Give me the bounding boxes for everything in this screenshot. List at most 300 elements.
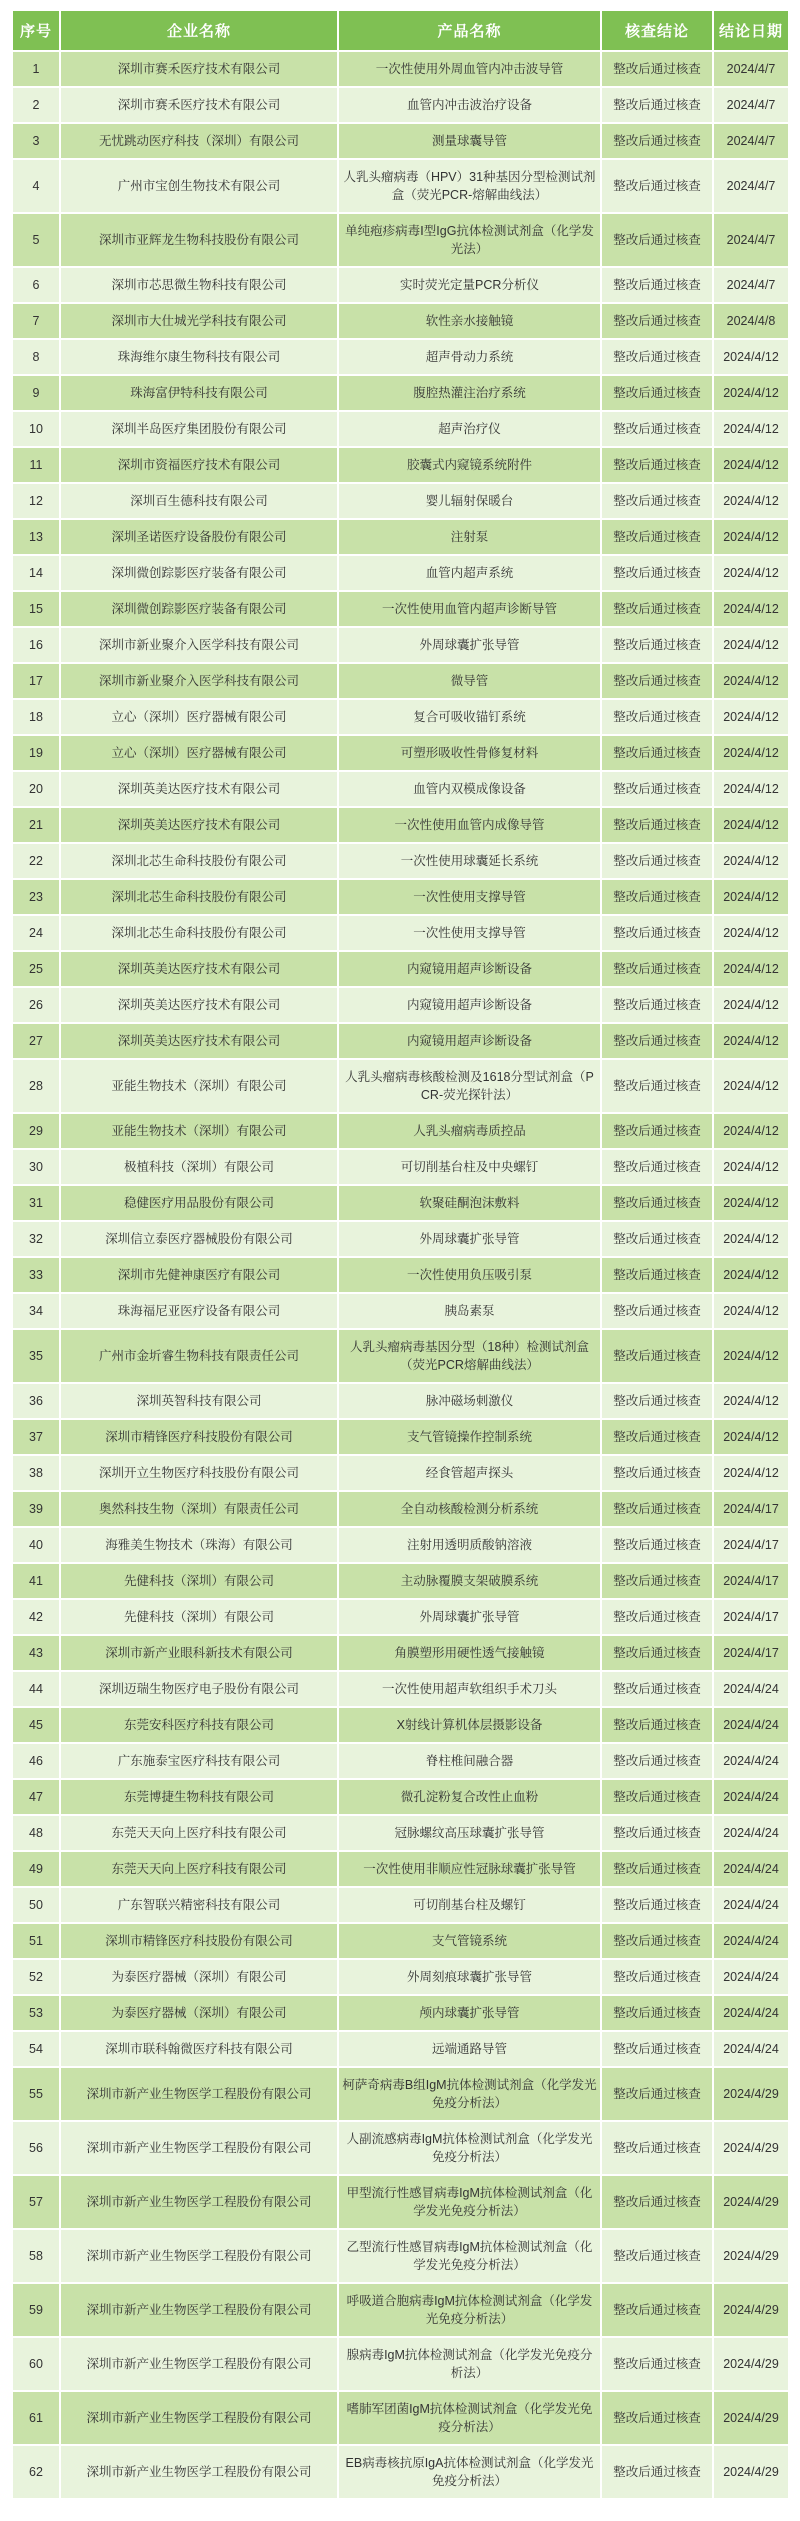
cell-date: 2024/4/12 (714, 880, 788, 914)
table-row (13, 664, 788, 698)
cell-conclusion: 整改后通过核查 (602, 124, 712, 158)
cell-date: 2024/4/17 (714, 1636, 788, 1670)
cell-company: 亚能生物技术（深圳）有限公司 (61, 1060, 337, 1112)
cell-serial: 40 (13, 1528, 59, 1562)
cell-product: 腺病毒IgM抗体检测试剂盒（化学发光免疫分析法） (339, 2338, 600, 2390)
cell-company: 东莞天天向上医疗科技有限公司 (61, 1816, 337, 1850)
cell-conclusion: 整改后通过核查 (602, 214, 712, 266)
table-row (13, 2446, 788, 2498)
cell-company: 深圳百生德科技有限公司 (61, 484, 337, 518)
cell-conclusion: 整改后通过核查 (602, 1744, 712, 1778)
cell-date: 2024/4/17 (714, 1564, 788, 1598)
cell-company: 珠海富伊特科技有限公司 (61, 376, 337, 410)
cell-product: 超声治疗仪 (339, 412, 600, 446)
cell-serial: 49 (13, 1852, 59, 1886)
table-row (13, 2176, 788, 2228)
cell-date: 2024/4/12 (714, 808, 788, 842)
cell-product: 腹腔热灌注治疗系统 (339, 376, 600, 410)
cell-conclusion: 整改后通过核查 (602, 448, 712, 482)
cell-company: 广州市金圻睿生物科技有限责任公司 (61, 1330, 337, 1382)
cell-date: 2024/4/12 (714, 376, 788, 410)
column-header-serial: 序号 (13, 11, 59, 50)
cell-conclusion: 整改后通过核查 (602, 700, 712, 734)
cell-product: 复合可吸收锚钉系统 (339, 700, 600, 734)
cell-product: 全自动核酸检测分析系统 (339, 1492, 600, 1526)
cell-product: 脊柱椎间融合器 (339, 1744, 600, 1778)
table-row (13, 1456, 788, 1490)
table-row (13, 1330, 788, 1382)
cell-company: 深圳英美达医疗技术有限公司 (61, 808, 337, 842)
cell-serial: 8 (13, 340, 59, 374)
cell-product: 外周球囊扩张导管 (339, 1222, 600, 1256)
cell-date: 2024/4/12 (714, 736, 788, 770)
cell-conclusion: 整改后通过核查 (602, 1528, 712, 1562)
cell-serial: 50 (13, 1888, 59, 1922)
cell-conclusion: 整改后通过核查 (602, 2338, 712, 2390)
cell-conclusion: 整改后通过核查 (602, 412, 712, 446)
cell-conclusion: 整改后通过核查 (602, 592, 712, 626)
cell-product: 胶囊式内窥镜系统附件 (339, 448, 600, 482)
table-row (13, 1636, 788, 1670)
cell-serial: 41 (13, 1564, 59, 1598)
table-row (13, 1222, 788, 1256)
cell-date: 2024/4/24 (714, 1672, 788, 1706)
cell-serial: 55 (13, 2068, 59, 2120)
cell-conclusion: 整改后通过核查 (602, 664, 712, 698)
cell-date: 2024/4/12 (714, 772, 788, 806)
cell-date: 2024/4/12 (714, 1024, 788, 1058)
cell-conclusion: 整改后通过核查 (602, 2284, 712, 2336)
cell-serial: 44 (13, 1672, 59, 1706)
cell-serial: 16 (13, 628, 59, 662)
cell-conclusion: 整改后通过核查 (602, 736, 712, 770)
cell-company: 深圳半岛医疗集团股份有限公司 (61, 412, 337, 446)
cell-date: 2024/4/24 (714, 1960, 788, 1994)
cell-serial: 37 (13, 1420, 59, 1454)
cell-product: 超声骨动力系统 (339, 340, 600, 374)
column-header-date: 结论日期 (714, 11, 788, 50)
cell-company: 东莞天天向上医疗科技有限公司 (61, 1852, 337, 1886)
cell-company: 深圳开立生物医疗科技股份有限公司 (61, 1456, 337, 1490)
table-header (13, 11, 788, 50)
cell-product: 注射用透明质酸钠溶液 (339, 1528, 600, 1562)
cell-company: 为泰医疗器械（深圳）有限公司 (61, 1960, 337, 1994)
cell-date: 2024/4/12 (714, 340, 788, 374)
cell-company: 深圳市新产业生物医学工程股份有限公司 (61, 2230, 337, 2282)
cell-company: 深圳信立泰医疗器械股份有限公司 (61, 1222, 337, 1256)
cell-company: 为泰医疗器械（深圳）有限公司 (61, 1996, 337, 2030)
cell-conclusion: 整改后通过核查 (602, 1294, 712, 1328)
cell-conclusion: 整改后通过核查 (602, 268, 712, 302)
cell-company: 深圳北芯生命科技股份有限公司 (61, 880, 337, 914)
cell-serial: 31 (13, 1186, 59, 1220)
table-row (13, 1024, 788, 1058)
cell-product: 血管内双模成像设备 (339, 772, 600, 806)
cell-date: 2024/4/12 (714, 556, 788, 590)
cell-company: 深圳市大仕城光学科技有限公司 (61, 304, 337, 338)
cell-product: 微导管 (339, 664, 600, 698)
cell-serial: 22 (13, 844, 59, 878)
cell-conclusion: 整改后通过核查 (602, 2122, 712, 2174)
table-row (13, 916, 788, 950)
table-row (13, 1600, 788, 1634)
cell-conclusion: 整改后通过核查 (602, 2176, 712, 2228)
cell-conclusion: 整改后通过核查 (602, 2068, 712, 2120)
table-row (13, 1294, 788, 1328)
cell-company: 立心（深圳）医疗器械有限公司 (61, 700, 337, 734)
cell-product: 一次性使用血管内超声诊断导管 (339, 592, 600, 626)
cell-conclusion: 整改后通过核查 (602, 520, 712, 554)
cell-date: 2024/4/12 (714, 844, 788, 878)
cell-conclusion: 整改后通过核查 (602, 556, 712, 590)
table-row (13, 1996, 788, 2030)
table-row (13, 556, 788, 590)
cell-serial: 3 (13, 124, 59, 158)
table-row (13, 736, 788, 770)
table-body (13, 52, 788, 2498)
cell-date: 2024/4/12 (714, 952, 788, 986)
cell-product: 冠脉螺纹高压球囊扩张导管 (339, 1816, 600, 1850)
cell-date: 2024/4/17 (714, 1600, 788, 1634)
table-row (13, 2392, 788, 2444)
cell-product: 一次性使用血管内成像导管 (339, 808, 600, 842)
cell-company: 海雅美生物技术（珠海）有限公司 (61, 1528, 337, 1562)
table-row (13, 214, 788, 266)
cell-serial: 29 (13, 1114, 59, 1148)
cell-product: 人副流感病毒IgM抗体检测试剂盒（化学发光免疫分析法） (339, 2122, 600, 2174)
cell-company: 深圳市联科翰微医疗科技有限公司 (61, 2032, 337, 2066)
cell-company: 广州市宝创生物技术有限公司 (61, 160, 337, 212)
cell-company: 奥然科技生物（深圳）有限责任公司 (61, 1492, 337, 1526)
table-row (13, 2338, 788, 2390)
table-row (13, 1114, 788, 1148)
cell-serial: 42 (13, 1600, 59, 1634)
table-row (13, 1888, 788, 1922)
cell-conclusion: 整改后通过核查 (602, 376, 712, 410)
cell-company: 深圳市赛禾医疗技术有限公司 (61, 52, 337, 86)
cell-conclusion: 整改后通过核查 (602, 304, 712, 338)
cell-product: 呼吸道合胞病毒IgM抗体检测试剂盒（化学发光免疫分析法） (339, 2284, 600, 2336)
cell-product: 远端通路导管 (339, 2032, 600, 2066)
cell-product: 柯萨奇病毒B组IgM抗体检测试剂盒（化学发光免疫分析法） (339, 2068, 600, 2120)
table-row (13, 304, 788, 338)
cell-product: 一次性使用球囊延长系统 (339, 844, 600, 878)
cell-conclusion: 整改后通过核查 (602, 952, 712, 986)
cell-company: 深圳市亚辉龙生物科技股份有限公司 (61, 214, 337, 266)
cell-date: 2024/4/12 (714, 484, 788, 518)
cell-company: 深圳英美达医疗技术有限公司 (61, 772, 337, 806)
cell-product: 经食管超声探头 (339, 1456, 600, 1490)
cell-product: 外周刻痕球囊扩张导管 (339, 1960, 600, 1994)
cell-company: 深圳市芯思微生物科技有限公司 (61, 268, 337, 302)
cell-conclusion: 整改后通过核查 (602, 2032, 712, 2066)
cell-product: 软性亲水接触镜 (339, 304, 600, 338)
table-row (13, 1258, 788, 1292)
cell-company: 深圳市新业聚介入医学科技有限公司 (61, 664, 337, 698)
table-row (13, 1708, 788, 1742)
cell-product: EB病毒核抗原IgA抗体检测试剂盒（化学发光免疫分析法） (339, 2446, 600, 2498)
cell-company: 深圳英智科技有限公司 (61, 1384, 337, 1418)
cell-serial: 33 (13, 1258, 59, 1292)
table-row (13, 844, 788, 878)
column-header-product: 产品名称 (339, 11, 600, 50)
cell-date: 2024/4/12 (714, 1060, 788, 1112)
cell-serial: 57 (13, 2176, 59, 2228)
cell-company: 深圳市新业聚介入医学科技有限公司 (61, 628, 337, 662)
table-row (13, 1384, 788, 1418)
cell-company: 深圳北芯生命科技股份有限公司 (61, 844, 337, 878)
cell-company: 深圳市新产业生物医学工程股份有限公司 (61, 2176, 337, 2228)
cell-serial: 35 (13, 1330, 59, 1382)
cell-date: 2024/4/17 (714, 1528, 788, 1562)
cell-product: 一次性使用超声软组织手术刀头 (339, 1672, 600, 1706)
cell-product: 婴儿辐射保暖台 (339, 484, 600, 518)
cell-conclusion: 整改后通过核查 (602, 628, 712, 662)
cell-conclusion: 整改后通过核查 (602, 1780, 712, 1814)
cell-company: 深圳市新产业生物医学工程股份有限公司 (61, 2446, 337, 2498)
table-row (13, 1492, 788, 1526)
table-row (13, 484, 788, 518)
cell-conclusion: 整改后通过核查 (602, 160, 712, 212)
cell-conclusion: 整改后通过核查 (602, 1924, 712, 1958)
cell-product: 人乳头瘤病毒基因分型（18种）检测试剂盒（荧光PCR熔解曲线法） (339, 1330, 600, 1382)
cell-company: 先健科技（深圳）有限公司 (61, 1600, 337, 1634)
cell-serial: 26 (13, 988, 59, 1022)
cell-product: 外周球囊扩张导管 (339, 1600, 600, 1634)
cell-date: 2024/4/12 (714, 412, 788, 446)
cell-date: 2024/4/12 (714, 1456, 788, 1490)
cell-date: 2024/4/7 (714, 214, 788, 266)
cell-product: 人乳头瘤病毒质控品 (339, 1114, 600, 1148)
cell-serial: 59 (13, 2284, 59, 2336)
cell-company: 立心（深圳）医疗器械有限公司 (61, 736, 337, 770)
table-row (13, 412, 788, 446)
cell-company: 极植科技（深圳）有限公司 (61, 1150, 337, 1184)
cell-product: 可切削基台柱及中央螺钉 (339, 1150, 600, 1184)
cell-serial: 13 (13, 520, 59, 554)
cell-serial: 19 (13, 736, 59, 770)
column-header-conclusion: 核查结论 (602, 11, 712, 50)
cell-company: 深圳市资福医疗技术有限公司 (61, 448, 337, 482)
table-row (13, 1744, 788, 1778)
cell-date: 2024/4/12 (714, 448, 788, 482)
cell-serial: 43 (13, 1636, 59, 1670)
table-row (13, 1186, 788, 1220)
cell-date: 2024/4/7 (714, 124, 788, 158)
table-row (13, 520, 788, 554)
cell-conclusion: 整改后通过核查 (602, 1600, 712, 1634)
cell-serial: 39 (13, 1492, 59, 1526)
table-row (13, 1420, 788, 1454)
cell-product: 注射泵 (339, 520, 600, 554)
cell-company: 广东施泰宝医疗科技有限公司 (61, 1744, 337, 1778)
cell-product: 嗜肺军团菌IgM抗体检测试剂盒（化学发光免疫分析法） (339, 2392, 600, 2444)
table-row (13, 2284, 788, 2336)
cell-date: 2024/4/7 (714, 52, 788, 86)
cell-company: 深圳市先健神康医疗有限公司 (61, 1258, 337, 1292)
cell-date: 2024/4/12 (714, 592, 788, 626)
cell-serial: 34 (13, 1294, 59, 1328)
cell-company: 先健科技（深圳）有限公司 (61, 1564, 337, 1598)
cell-date: 2024/4/12 (714, 520, 788, 554)
cell-conclusion: 整改后通过核查 (602, 1330, 712, 1382)
cell-serial: 45 (13, 1708, 59, 1742)
cell-conclusion: 整改后通过核查 (602, 1492, 712, 1526)
cell-product: 单纯疱疹病毒Ⅰ型IgG抗体检测试剂盒（化学发光法） (339, 214, 600, 266)
cell-conclusion: 整改后通过核查 (602, 1564, 712, 1598)
cell-date: 2024/4/24 (714, 1924, 788, 1958)
cell-company: 东莞安科医疗科技有限公司 (61, 1708, 337, 1742)
table-row (13, 2032, 788, 2066)
table-row (13, 160, 788, 212)
cell-product: 微孔淀粉复合改性止血粉 (339, 1780, 600, 1814)
column-header-company: 企业名称 (61, 11, 337, 50)
cell-conclusion: 整改后通过核查 (602, 1420, 712, 1454)
cell-product: 内窥镜用超声诊断设备 (339, 952, 600, 986)
cell-company: 深圳市新产业生物医学工程股份有限公司 (61, 2284, 337, 2336)
cell-serial: 15 (13, 592, 59, 626)
cell-conclusion: 整改后通过核查 (602, 916, 712, 950)
cell-conclusion: 整改后通过核查 (602, 2392, 712, 2444)
cell-conclusion: 整改后通过核查 (602, 1816, 712, 1850)
cell-serial: 24 (13, 916, 59, 950)
cell-product: 人乳头瘤病毒核酸检测及1618分型试剂盒（PCR-荧光探针法） (339, 1060, 600, 1112)
cell-date: 2024/4/29 (714, 2122, 788, 2174)
table-row (13, 592, 788, 626)
cell-date: 2024/4/12 (714, 1294, 788, 1328)
cell-company: 珠海维尔康生物科技有限公司 (61, 340, 337, 374)
cell-product: 甲型流行性感冒病毒IgM抗体检测试剂盒（化学发光免疫分析法） (339, 2176, 600, 2228)
table-row (13, 1816, 788, 1850)
cell-product: 可切削基台柱及螺钉 (339, 1888, 600, 1922)
table-row (13, 268, 788, 302)
table-row (13, 700, 788, 734)
cell-conclusion: 整改后通过核查 (602, 1258, 712, 1292)
table-row (13, 1528, 788, 1562)
cell-company: 深圳市赛禾医疗技术有限公司 (61, 88, 337, 122)
cell-conclusion: 整改后通过核查 (602, 1150, 712, 1184)
cell-product: 颅内球囊扩张导管 (339, 1996, 600, 2030)
cell-date: 2024/4/29 (714, 2284, 788, 2336)
cell-company: 深圳市精锋医疗科技股份有限公司 (61, 1420, 337, 1454)
table-row (13, 1150, 788, 1184)
cell-product: 血管内冲击波治疗设备 (339, 88, 600, 122)
cell-company: 亚能生物技术（深圳）有限公司 (61, 1114, 337, 1148)
cell-company: 稳健医疗用品股份有限公司 (61, 1186, 337, 1220)
cell-conclusion: 整改后通过核查 (602, 1888, 712, 1922)
table-row (13, 376, 788, 410)
cell-serial: 20 (13, 772, 59, 806)
cell-conclusion: 整改后通过核查 (602, 52, 712, 86)
cell-product: 乙型流行性感冒病毒IgM抗体检测试剂盒（化学发光免疫分析法） (339, 2230, 600, 2282)
cell-conclusion: 整改后通过核查 (602, 1708, 712, 1742)
cell-date: 2024/4/24 (714, 2032, 788, 2066)
cell-date: 2024/4/24 (714, 1780, 788, 1814)
cell-date: 2024/4/12 (714, 1186, 788, 1220)
table-row (13, 1564, 788, 1598)
cell-company: 深圳英美达医疗技术有限公司 (61, 1024, 337, 1058)
table-row (13, 88, 788, 122)
cell-product: 测量球囊导管 (339, 124, 600, 158)
cell-conclusion: 整改后通过核查 (602, 880, 712, 914)
cell-company: 深圳英美达医疗技术有限公司 (61, 988, 337, 1022)
cell-date: 2024/4/29 (714, 2338, 788, 2390)
cell-serial: 51 (13, 1924, 59, 1958)
cell-conclusion: 整改后通过核查 (602, 1060, 712, 1112)
cell-date: 2024/4/29 (714, 2068, 788, 2120)
cell-product: 一次性使用支撑导管 (339, 880, 600, 914)
cell-company: 深圳市新产业眼科新技术有限公司 (61, 1636, 337, 1670)
cell-serial: 12 (13, 484, 59, 518)
cell-product: 支气管镜操作控制系统 (339, 1420, 600, 1454)
cell-serial: 30 (13, 1150, 59, 1184)
cell-product: X射线计算机体层摄影设备 (339, 1708, 600, 1742)
table-row (13, 124, 788, 158)
cell-serial: 2 (13, 88, 59, 122)
table-row (13, 1780, 788, 1814)
cell-serial: 53 (13, 1996, 59, 2030)
cell-serial: 21 (13, 808, 59, 842)
cell-serial: 28 (13, 1060, 59, 1112)
cell-conclusion: 整改后通过核查 (602, 1384, 712, 1418)
cell-date: 2024/4/24 (714, 1888, 788, 1922)
cell-date: 2024/4/17 (714, 1492, 788, 1526)
cell-date: 2024/4/12 (714, 1222, 788, 1256)
cell-product: 人乳头瘤病毒（HPV）31种基因分型检测试剂盒（荧光PCR-熔解曲线法） (339, 160, 600, 212)
cell-conclusion: 整改后通过核查 (602, 1636, 712, 1670)
cell-company: 广东智联兴精密科技有限公司 (61, 1888, 337, 1922)
cell-conclusion: 整改后通过核查 (602, 808, 712, 842)
cell-conclusion: 整改后通过核查 (602, 2230, 712, 2282)
cell-date: 2024/4/12 (714, 1384, 788, 1418)
table-row (13, 2122, 788, 2174)
cell-product: 角膜塑形用硬性透气接触镜 (339, 1636, 600, 1670)
cell-conclusion: 整改后通过核查 (602, 988, 712, 1022)
cell-serial: 7 (13, 304, 59, 338)
cell-serial: 62 (13, 2446, 59, 2498)
cell-company: 深圳微创踪影医疗装备有限公司 (61, 592, 337, 626)
cell-date: 2024/4/12 (714, 988, 788, 1022)
cell-conclusion: 整改后通过核查 (602, 340, 712, 374)
cell-product: 外周球囊扩张导管 (339, 628, 600, 662)
cell-company: 深圳英美达医疗技术有限公司 (61, 952, 337, 986)
cell-date: 2024/4/12 (714, 1114, 788, 1148)
cell-serial: 9 (13, 376, 59, 410)
cell-company: 深圳市新产业生物医学工程股份有限公司 (61, 2338, 337, 2390)
cell-product: 主动脉覆膜支架破膜系统 (339, 1564, 600, 1598)
cell-company: 无忧跳动医疗科技（深圳）有限公司 (61, 124, 337, 158)
cell-product: 内窥镜用超声诊断设备 (339, 988, 600, 1022)
cell-product: 一次性使用负压吸引泵 (339, 1258, 600, 1292)
table-row (13, 1060, 788, 1112)
cell-serial: 36 (13, 1384, 59, 1418)
cell-date: 2024/4/12 (714, 1420, 788, 1454)
cell-date: 2024/4/24 (714, 1744, 788, 1778)
cell-serial: 14 (13, 556, 59, 590)
cell-serial: 58 (13, 2230, 59, 2282)
cell-serial: 32 (13, 1222, 59, 1256)
table-row (13, 808, 788, 842)
cell-company: 深圳北芯生命科技股份有限公司 (61, 916, 337, 950)
cell-date: 2024/4/12 (714, 664, 788, 698)
table-row (13, 1960, 788, 1994)
cell-serial: 56 (13, 2122, 59, 2174)
header-row (13, 11, 788, 50)
cell-serial: 27 (13, 1024, 59, 1058)
cell-product: 脉冲磁场刺激仪 (339, 1384, 600, 1418)
cell-serial: 4 (13, 160, 59, 212)
cell-company: 深圳市新产业生物医学工程股份有限公司 (61, 2392, 337, 2444)
